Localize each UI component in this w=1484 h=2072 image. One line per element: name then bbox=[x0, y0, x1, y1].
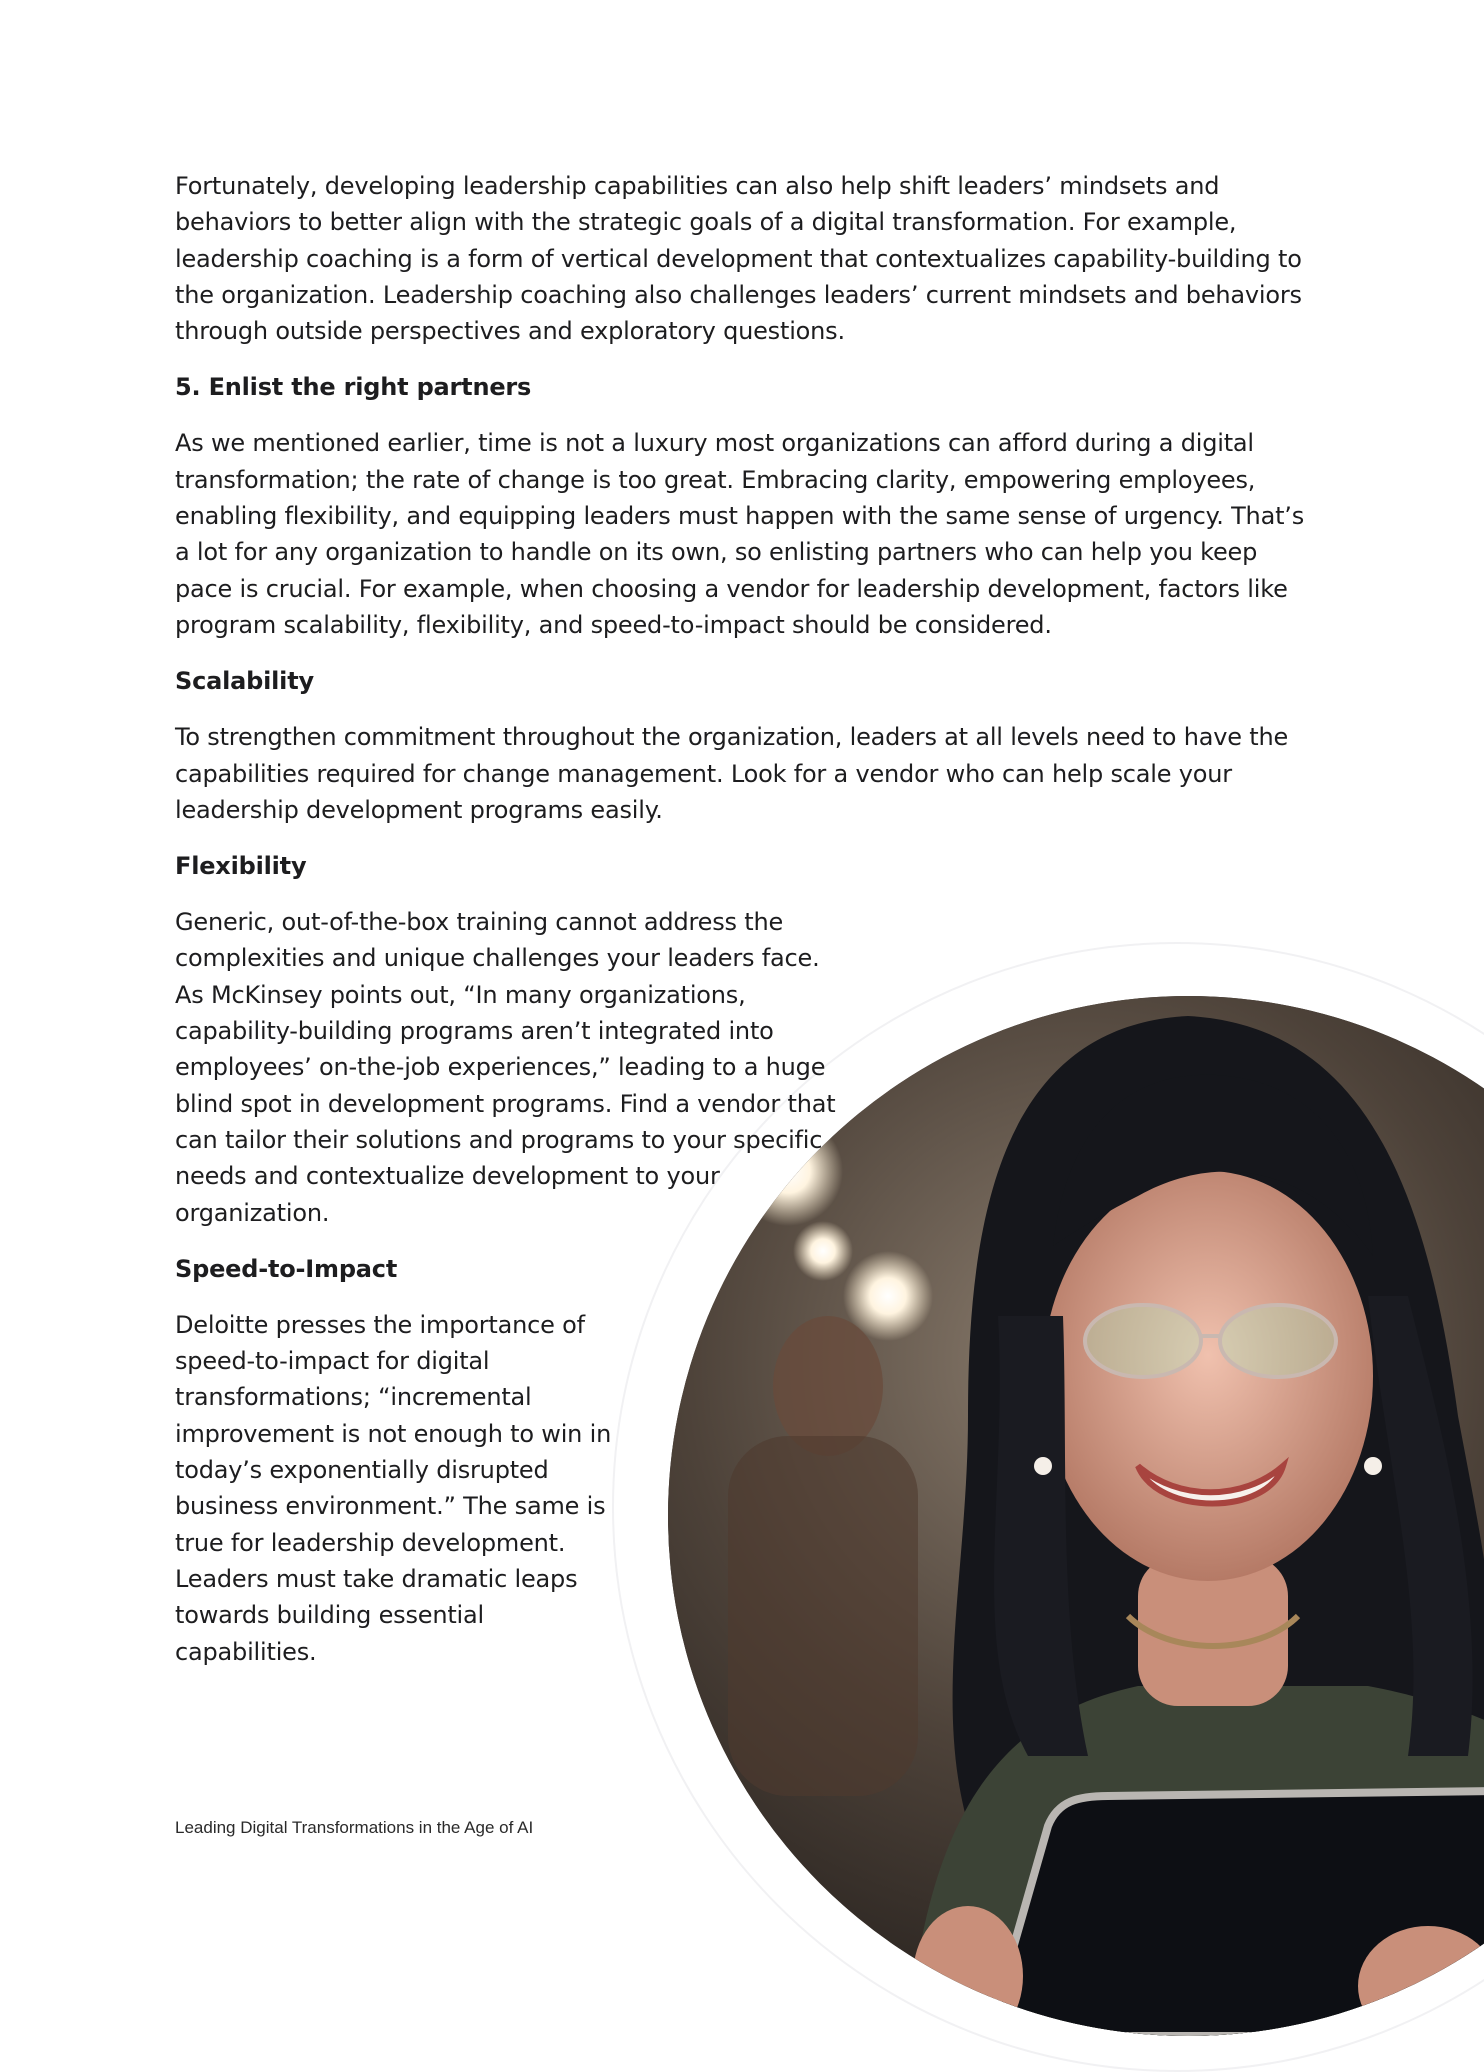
speed-to-impact-paragraph: Deloitte presses the importance of speed-to-impact for digital transformations; “incremental improvement is not enough to win in today’s exponentially disrupted business environment.” The same is true for leadership development. Leaders must take dramatic leaps towards building essential capabilities. bbox=[175, 1310, 612, 1666]
page-footer: Leading Digital Transformations in the Age of AI bbox=[175, 1818, 534, 1837]
earring-right bbox=[1364, 1457, 1382, 1475]
intro-paragraph: Fortunately, developing leadership capabilities can also help shift leaders’ mindsets and behaviors to better align with the strategic goals of a digital transformation. For example, leadership coaching is a form of vertical development that contextualizes capability-building to the organization. Leadership coaching also challenges leaders’ current mindsets and behaviors through outside perspectives and exploratory questions. bbox=[175, 172, 1302, 346]
speed-to-impact-heading: Speed-to-Impact bbox=[175, 1254, 398, 1283]
section-paragraph: As we mentioned earlier, time is not a luxury most organizations can afford during a digital transformation; the rate of change is too great. Embracing clarity, empowering employees, enabling flexibility, and equipping leaders must happen with the same sense of urgency. That’s a lot for any organization to handle on its own, so enlisting partners who can help you keep pace is crucial. For example, when choosing a vendor for leadership development, factors like program scalability, flexibility, and speed-to-impact should be considered. bbox=[175, 429, 1305, 639]
flexibility-heading: Flexibility bbox=[175, 852, 307, 881]
document-body bbox=[175, 168, 1315, 1670]
flexibility-paragraph: Generic, out-of-the-box training cannot address the complexities and unique challenges your leaders face. As McKinsey points out, “In many organizations, capability-building programs aren’t integrated into employees’ on-the-job experiences,” leading to a huge blind spot in development programs. Find a vendor that can tailor their solutions and programs to your specific needs and contextualize development to your organization. bbox=[175, 908, 836, 1227]
scalability-paragraph: To strengthen commitment throughout the organization, leaders at all levels need to have the capabilities required for change management. Look for a vendor who can help scale your leadership development programs easily. bbox=[175, 723, 1289, 824]
scalability-heading: Scalability bbox=[175, 667, 314, 696]
section-heading-enlist-partners: 5. Enlist the right partners bbox=[175, 373, 532, 402]
